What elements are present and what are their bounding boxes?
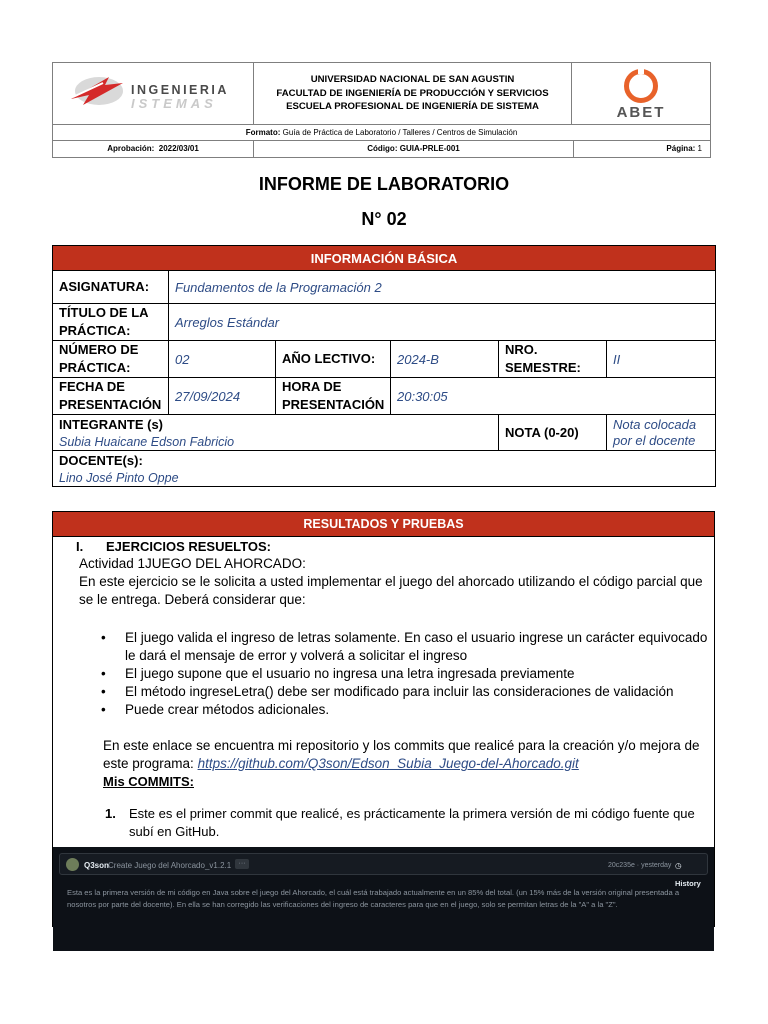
basic-info-table — [52, 245, 716, 487]
activity-description: En este ejercicio se le solicita a usted implementar el juego del ahorcado utilizando el código parcial que se le entrega. Deberá considerar que: — [79, 574, 703, 607]
teacher-value: Lino José Pinto Oppe — [59, 471, 179, 485]
subject-value: Fundamentos de la Programación 2 — [169, 271, 716, 304]
list-item: • El juego supone que el usuario no ingresa una letra ingresada previamente — [101, 665, 711, 683]
section-number: I. — [76, 539, 84, 554]
step-text: Este es el primer commit que realicé, es prácticamente la primera versión de mi código fuente que subí en GitHub. — [129, 806, 695, 839]
approval-cell — [53, 141, 254, 157]
results-section — [52, 511, 715, 927]
format-value: Guía de Práctica de Laboratorio / Talleres / Centros de Simulación — [282, 128, 518, 137]
section-heading — [76, 538, 271, 556]
report-title: INFORME DE LABORATORIO — [258, 174, 510, 194]
list-item: • Puede crear métodos adicionales. — [101, 701, 711, 719]
practice-number-value: 02 — [169, 341, 276, 378]
page-label: Página: — [666, 144, 696, 153]
meta-row — [53, 141, 710, 157]
list-item: • El método ingreseLetra() debe ser modificado para incluir las consideraciones de validación — [101, 683, 711, 701]
list-item: • El juego valida el ingreso de letras solamente. En caso el usuario ingrese un carácter equivocado le dará el mensaje de error y volverá a solicitar el ingreso — [101, 629, 711, 665]
commit-step — [105, 805, 705, 841]
approval-value: 2022/03/01 — [158, 144, 199, 153]
grade-value: Nota colocada por el docente — [607, 415, 716, 451]
logo-text-sistemas: ISTEMAS — [131, 96, 217, 111]
practice-title-label: TÍTULO DE LA PRÁCTICA: — [53, 304, 169, 341]
members-value: Subia Huaicane Edson Fabricio — [59, 435, 235, 449]
code-cell — [254, 141, 574, 157]
practice-number-label: NÚMERO DE PRÁCTICA: — [53, 341, 169, 378]
avatar — [66, 858, 79, 871]
teacher-cell — [53, 451, 716, 487]
document-header — [52, 62, 711, 158]
repository-paragraph — [103, 737, 703, 773]
approval-label: Aprobación: — [107, 144, 155, 153]
basic-info-heading: INFORMACIÓN BÁSICA — [53, 246, 716, 271]
page-value: 1 — [697, 144, 702, 153]
clock-icon: ◷ — [675, 861, 682, 870]
commit-description: Esta es la primera versión de mi código en Java sobre el juego del Ahorcado, el cuál está trabajado actualmente en un 85% del total. (un 15% más de la versión original presentada a nosotros por parte del docente). En ella se han corregido las verificaciones del ingreso de caracteres para que en el juego, solo se permitan letras de la "A" a la "Z". — [67, 888, 680, 909]
commit-author[interactable]: Q3son — [84, 861, 109, 870]
members-cell — [53, 415, 499, 451]
practice-title-value: Arreglos Estándar — [169, 304, 716, 341]
step-number: 1. — [105, 806, 116, 821]
code-label: Código: — [367, 144, 398, 153]
requirements-list — [101, 629, 711, 719]
format-row — [53, 125, 710, 141]
report-number: N° 02 — [361, 209, 407, 229]
history-label: History — [675, 879, 701, 888]
members-label: INTEGRANTE (s) — [59, 417, 163, 432]
subject-label: ASIGNATURA: — [53, 271, 169, 304]
semester-label: NRO. SEMESTRE: — [499, 341, 607, 378]
commit-message[interactable]: Create Juego del Ahorcado_v1.2.1 — [108, 861, 232, 870]
github-commit-screenshot — [53, 847, 714, 951]
teacher-label: DOCENTE(s): — [59, 453, 143, 468]
abet-text: ABET — [616, 103, 666, 121]
time-label: HORA DE PRESENTACIÓN — [276, 378, 391, 415]
commit-bar — [59, 853, 708, 888]
year-label: AÑO LECTIVO: — [276, 341, 391, 378]
section-title: EJERCICIOS RESUELTOS: — [106, 539, 271, 554]
date-label: FECHA DE PRESENTACIÓN — [53, 378, 169, 415]
abet-ring-icon — [624, 69, 658, 103]
activity-title: Actividad 1JUEGO DEL AHORCADO: — [79, 556, 306, 571]
format-label: Formato: — [245, 128, 281, 137]
time-value: 20:30:05 — [391, 378, 716, 415]
university-name: UNIVERSIDAD NACIONAL DE SAN AGUSTIN — [310, 74, 515, 86]
year-value: 2024-B — [391, 341, 499, 378]
swoosh-logo-icon — [69, 71, 125, 111]
code-value: GUIA-PRLE-001 — [399, 144, 460, 153]
logo-text-ingenieria: INGENIERIA — [131, 83, 229, 97]
commit-sha[interactable]: 20c235e · yesterday — [608, 862, 672, 869]
school-name: ESCUELA PROFESIONAL DE INGENIERÍA DE SISTEMA — [286, 101, 539, 113]
faculty-logo — [53, 63, 254, 124]
abet-logo — [572, 63, 710, 124]
institution-names — [254, 63, 572, 124]
date-value: 27/09/2024 — [169, 378, 276, 415]
repository-text: En este enlace se encuentra mi repositorio y los commits que realicé para la creación y/o mejora de este programa: — [103, 738, 700, 771]
faculty-name: FACULTAD DE INGENIERÍA DE PRODUCCIÓN Y SERVICIOS — [276, 87, 549, 99]
repository-link[interactable]: https://github.com/Q3son/Edson_Subia_Juego-del-Ahorcado.git — [197, 756, 579, 771]
page-cell — [574, 141, 710, 157]
commits-title: Mis COMMITS: — [103, 774, 194, 789]
grade-label: NOTA (0-20) — [499, 415, 607, 451]
expand-dots-icon[interactable]: ··· — [235, 859, 249, 869]
results-heading: RESULTADOS Y PRUEBAS — [53, 512, 714, 537]
semester-value: II — [607, 341, 716, 378]
